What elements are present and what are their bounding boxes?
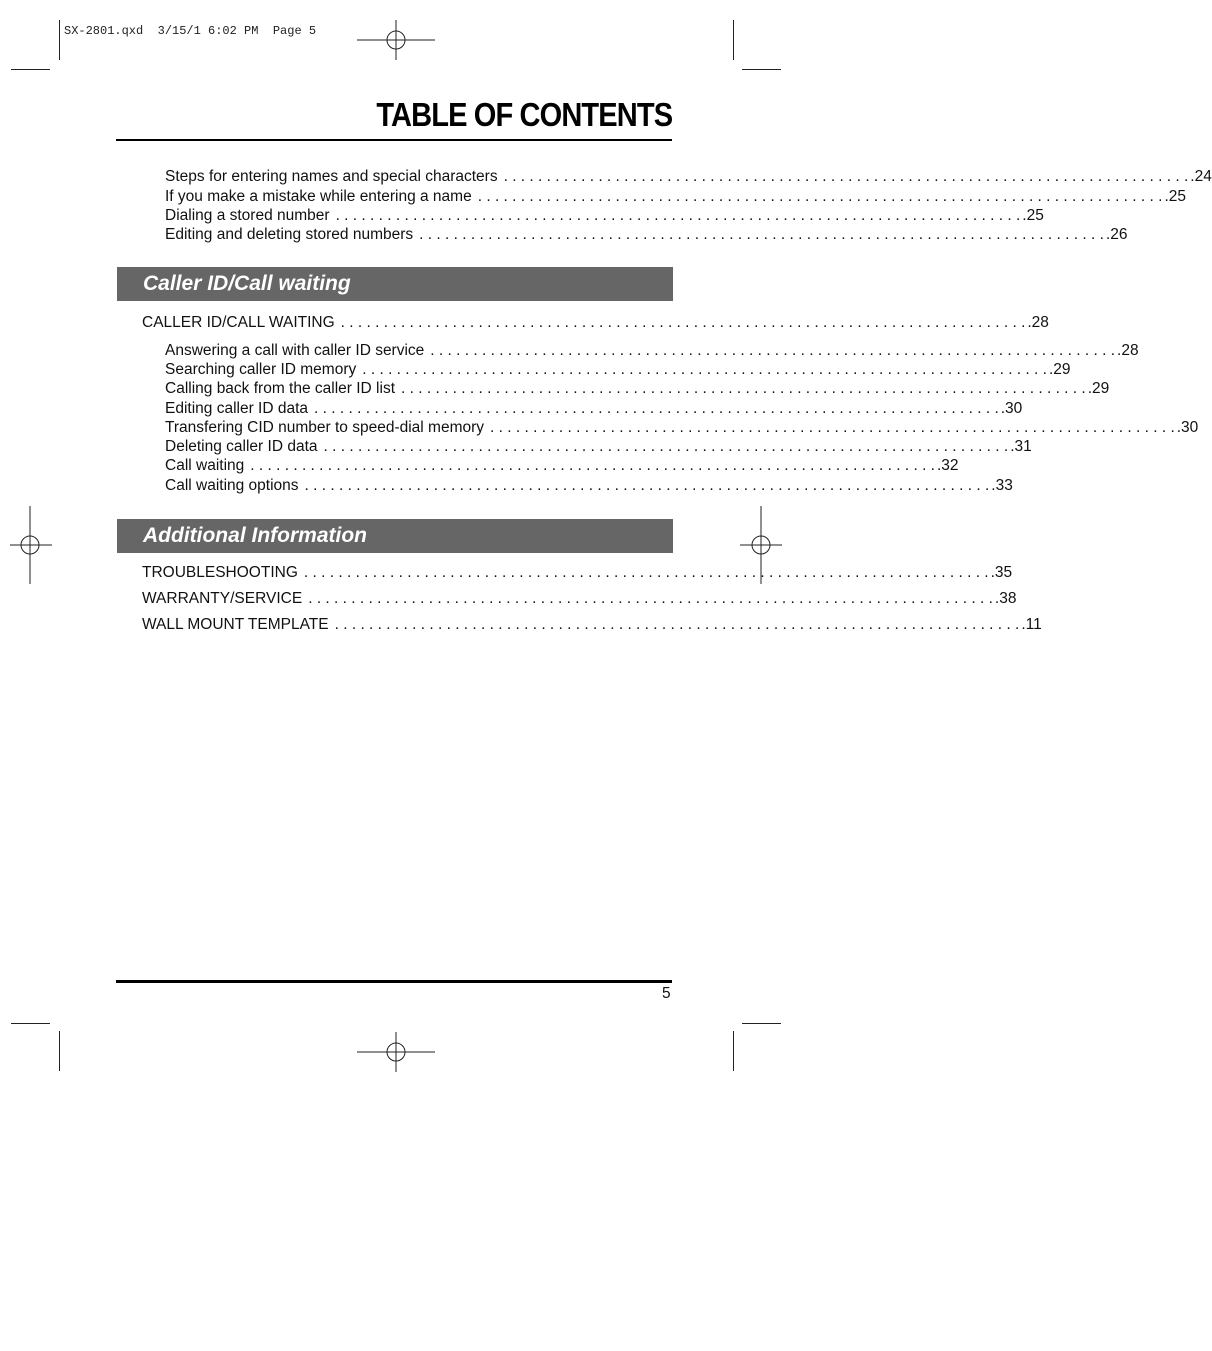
toc-entry-label: Steps for entering names and special characters xyxy=(165,168,498,185)
toc-entry-label: WALL MOUNT TEMPLATE xyxy=(142,616,329,633)
page-number: 5 xyxy=(662,985,671,1002)
toc-leader-dots: . . . . . . . . . . . . . . . . . . . . . . . . . . . . . . . . . . . . . . . . . . . . . . . . . . . . . . . . . . . . . . . . . . . . . . . . . . . . . . . . xyxy=(401,380,1086,397)
toc-entry-label: Dialing a stored number xyxy=(165,207,330,224)
registration-mark-icon xyxy=(357,20,435,60)
crop-mark xyxy=(733,1031,734,1071)
toc-leader-dots: . . . . . . . . . . . . . . . . . . . . . . . . . . . . . . . . . . . . . . . . . . . . . . . . . . . . . . . . . . . . . . . . . . . . . . . . . . . . . . . . xyxy=(419,226,1104,243)
toc-entry-page: .30 xyxy=(1176,419,1199,436)
crop-mark xyxy=(59,20,60,60)
toc-entry[interactable] xyxy=(165,225,1128,244)
toc-entry-label: CALLER ID/CALL WAITING xyxy=(142,314,335,331)
toc-entry-label: TROUBLESHOOTING xyxy=(142,564,298,581)
toc-entry-page: .35 xyxy=(990,564,1013,581)
toc-leader-dots: . . . . . . . . . . . . . . . . . . . . . . . . . . . . . . . . . . . . . . . . . . . . . . . . . . . . . . . . . . . . . . . . . . . . . . . . . . . . . . . . xyxy=(303,564,989,581)
toc-entry[interactable] xyxy=(142,589,1017,608)
registration-mark-icon xyxy=(10,506,52,584)
page-title: TABLE OF CONTENTS xyxy=(376,96,672,133)
toc-entry[interactable] xyxy=(142,563,1013,582)
toc-entry-page: .33 xyxy=(991,477,1013,494)
toc-entry-label: Searching caller ID memory xyxy=(165,361,357,378)
toc-entry-page: .32 xyxy=(936,457,959,474)
toc-entry-label: Deleting caller ID data xyxy=(165,438,318,455)
toc-entry-page: .29 xyxy=(1048,361,1071,378)
toc-entry-page: .38 xyxy=(994,590,1017,607)
crop-mark xyxy=(11,1023,50,1024)
toc-entry[interactable] xyxy=(165,206,1044,225)
toc-leader-dots: . . . . . . . . . . . . . . . . . . . . . . . . . . . . . . . . . . . . . . . . . . . . . . . . . . . . . . . . . . . . . . . . . . . . . . . . . . . . . . . . xyxy=(477,188,1163,205)
toc-leader-dots: . . . . . . . . . . . . . . . . . . . . . . . . . . . . . . . . . . . . . . . . . . . . . . . . . . . . . . . . . . . . . . . . . . . . . . . . . . . . . . . . xyxy=(335,207,1021,224)
toc-entry-page: .24 xyxy=(1190,168,1212,185)
toc-entry[interactable] xyxy=(165,341,1139,360)
toc-entry-label: If you make a mistake while entering a name xyxy=(165,188,472,205)
toc-entry-page: .11 xyxy=(1021,616,1042,633)
toc-leader-dots: . . . . . . . . . . . . . . . . . . . . . . . . . . . . . . . . . . . . . . . . . . . . . . . . . . . . . . . . . . . . . . . . . . . . . . . . . . . . . . . . xyxy=(308,590,993,607)
toc-entry[interactable] xyxy=(165,399,1023,418)
toc-entry-page: .25 xyxy=(1164,188,1186,205)
toc-leader-dots: . . . . . . . . . . . . . . . . . . . . . . . . . . . . . . . . . . . . . . . . . . . . . . . . . . . . . . . . . . . . . . . . . . . . . . . . . . . . . . . . xyxy=(490,419,1175,436)
toc-entry-page: .28 xyxy=(1027,314,1049,331)
toc-entry[interactable] xyxy=(165,418,1199,437)
toc-leader-dots: . . . . . . . . . . . . . . . . . . . . . . . . . . . . . . . . . . . . . . . . . . . . . . . . . . . . . . . . . . . . . . . . . . . . . . . . . . . . . . . . xyxy=(362,361,1047,378)
toc-entry-label: Transfering CID number to speed-dial memory xyxy=(165,419,485,436)
toc-leader-dots: . . . . . . . . . . . . . . . . . . . . . . . . . . . . . . . . . . . . . . . . . . . . . . . . . . . . . . . . . . . . . . . . . . . . . . . . . . . . . . . . xyxy=(304,477,990,494)
toc-leader-dots: . . . . . . . . . . . . . . . . . . . . . . . . . . . . . . . . . . . . . . . . . . . . . . . . . . . . . . . . . . . . . . . . . . . . . . . . . . . . . . . . xyxy=(503,168,1189,185)
toc-leader-dots: . . . . . . . . . . . . . . . . . . . . . . . . . . . . . . . . . . . . . . . . . . . . . . . . . . . . . . . . . . . . . . . . . . . . . . . . . . . . . . . . xyxy=(430,342,1116,359)
crop-mark xyxy=(742,1023,781,1024)
toc-entry-label: Answering a call with caller ID service xyxy=(165,342,425,359)
toc-leader-dots: . . . . . . . . . . . . . . . . . . . . . . . . . . . . . . . . . . . . . . . . . . . . . . . . . . . . . . . . . . . . . . . . . . . . . . . . . . . . . . . . xyxy=(250,457,935,474)
toc-entry-page: .30 xyxy=(1000,400,1023,417)
toc-entry[interactable] xyxy=(142,313,1049,332)
toc-leader-dots: . . . . . . . . . . . . . . . . . . . . . . . . . . . . . . . . . . . . . . . . . . . . . . . . . . . . . . . . . . . . . . . . . . . . . . . . . . . . . . . . xyxy=(323,438,1009,455)
toc-entry-label: Editing and deleting stored numbers xyxy=(165,226,414,243)
toc-entry[interactable] xyxy=(165,360,1071,379)
toc-entry[interactable] xyxy=(165,187,1186,206)
toc-entry-page: .26 xyxy=(1105,226,1128,243)
toc-entry[interactable] xyxy=(165,437,1032,456)
toc-entry-label: Call waiting xyxy=(165,457,245,474)
toc-entry-page: .31 xyxy=(1010,438,1032,455)
crop-mark xyxy=(11,69,50,70)
toc-entry[interactable] xyxy=(165,379,1110,398)
toc-leader-dots: . . . . . . . . . . . . . . . . . . . . . . . . . . . . . . . . . . . . . . . . . . . . . . . . . . . . . . . . . . . . . . . . . . . . . . . . . . . . . . . . xyxy=(314,400,999,417)
toc-entry[interactable] xyxy=(165,476,1013,495)
toc-leader-dots: . . . . . . . . . . . . . . . . . . . . . . . . . . . . . . . . . . . . . . . . . . . . . . . . . . . . . . . . . . . . . . . . . . . . . . . . . . . . . . . . xyxy=(340,314,1026,331)
footer-rule xyxy=(116,980,672,983)
toc-entry-page: .25 xyxy=(1022,207,1044,224)
section-heading-caller-id: Caller ID/Call waiting xyxy=(117,267,673,301)
toc-entry[interactable] xyxy=(165,167,1212,186)
crop-mark xyxy=(59,1031,60,1071)
toc-entry-label: Call waiting options xyxy=(165,477,299,494)
toc-entry-page: .28 xyxy=(1117,342,1139,359)
toc-entry[interactable] xyxy=(142,615,1042,634)
title-rule xyxy=(116,139,672,141)
crop-mark xyxy=(733,20,734,60)
toc-entry-label: WARRANTY/SERVICE xyxy=(142,590,303,607)
print-slug: SX-2801.qxd 3/15/1 6:02 PM Page 5 xyxy=(64,24,317,38)
toc-leader-dots: . . . . . . . . . . . . . . . . . . . . . . . . . . . . . . . . . . . . . . . . . . . . . . . . . . . . . . . . . . . . . . . . . . . . . . . . . . . . . . . . xyxy=(334,616,1020,633)
registration-mark-icon xyxy=(357,1032,435,1072)
toc-entry-page: .29 xyxy=(1087,380,1110,397)
toc-entry[interactable] xyxy=(165,456,959,475)
section-heading-additional-information: Additional Information xyxy=(117,519,673,553)
crop-mark xyxy=(742,69,781,70)
toc-entry-label: Editing caller ID data xyxy=(165,400,309,417)
toc-entry-label: Calling back from the caller ID list xyxy=(165,380,395,397)
